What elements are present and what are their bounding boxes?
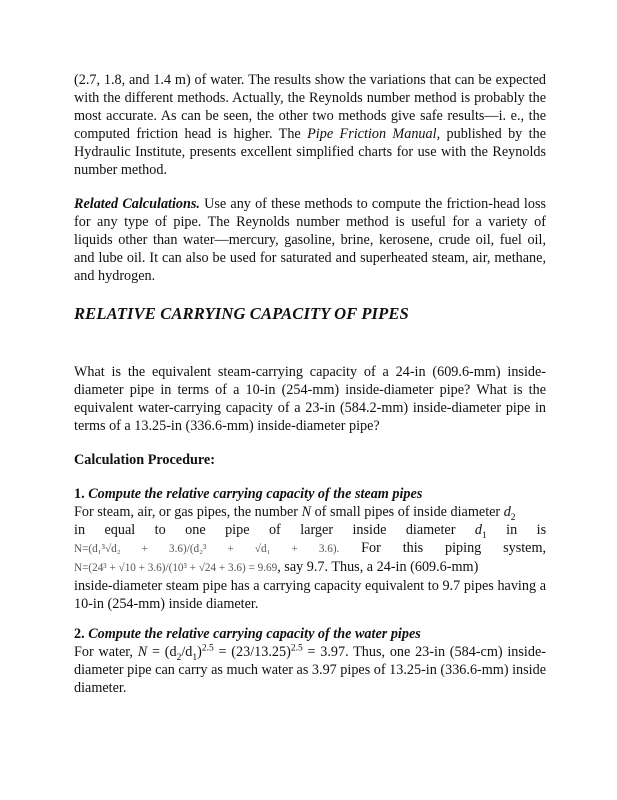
step2-text: = 3.97. Thus, one 23-in (584-cm) inside-diameter pipe can carry as much water as 3.97 pipes of 13.25-in (336.6-mm) inside diameter. bbox=[74, 644, 546, 696]
word: this bbox=[402, 540, 424, 556]
word: piping bbox=[445, 540, 482, 556]
section-title: RELATIVE CARRYING CAPACITY OF PIPES bbox=[74, 304, 409, 323]
sub-1: 1 bbox=[192, 652, 198, 663]
equation-general: N=(d₁³√d₂ + 3.6)/(d₂³ + √d₁ + 3.6). bbox=[74, 543, 340, 555]
word: larger bbox=[300, 522, 334, 538]
sub-2: 2 bbox=[510, 512, 516, 523]
step2-text: /d bbox=[181, 644, 193, 660]
step2-number: 2. bbox=[74, 626, 85, 642]
step1-line1-text: For steam, air, or gas pipes, the number bbox=[74, 504, 302, 520]
word: diameter bbox=[405, 522, 456, 538]
word: of bbox=[268, 522, 281, 538]
step2-text: = (23/13.25) bbox=[213, 644, 291, 660]
related-calculations-paragraph bbox=[74, 195, 546, 285]
intro-paragraph bbox=[74, 71, 546, 179]
word: pipe bbox=[225, 522, 250, 538]
document-page bbox=[74, 71, 546, 697]
related-calculations-label: Related Calculations. bbox=[74, 196, 200, 212]
var-d2: d bbox=[503, 504, 511, 520]
var-n: N bbox=[137, 644, 148, 660]
step1-line1-text2: of small pipes of inside diameter bbox=[311, 504, 504, 520]
step1-title: Compute the relative carrying capacity of the steam pipes bbox=[88, 486, 423, 502]
exponent: 2.5 bbox=[290, 643, 303, 654]
equation-numeric: N=(24³ + √10 + 3.6)/(10³ + √24 + 3.6) = 9.69 bbox=[74, 562, 278, 574]
step2-heading bbox=[74, 625, 546, 643]
pipe-friction-manual-title: Pipe Friction Manual bbox=[307, 126, 437, 142]
step2-body bbox=[74, 643, 546, 697]
word: inside bbox=[352, 522, 387, 538]
word: For bbox=[361, 540, 381, 556]
step2-text: = (d bbox=[147, 644, 177, 660]
problem-statement: What is the equivalent steam-carrying capacity of a 24-in (609.6-mm) inside-diameter pipe in terms of a 10-in (254-mm) inside-diameter pipe? What is the equivalent water-carrying capacity of a 23-in (584.2-mm) inside-diameter pipe in terms of a 13.25-in (336.6-mm) inside-diameter pipe? bbox=[74, 364, 546, 434]
step2-text: For water, bbox=[74, 644, 138, 660]
intro-text: (2.7, 1.8, and 1.4 m) of water. The results show the variations that can be expected with the different methods. Actually, the Reynolds number method is probably the most accurate. As can be seen, the other two methods give safe results—i. e., the computed friction head is higher. The bbox=[74, 72, 546, 142]
var-d1: d bbox=[474, 522, 482, 538]
step1-rest: inside-diameter steam pipe has a carrying capacity equivalent to 9.7 pipes having a 10-in (254-mm) inside diameter. bbox=[74, 578, 546, 612]
step2-title: Compute the relative carrying capacity of the water pipes bbox=[88, 626, 421, 642]
step1-line1 bbox=[74, 503, 546, 521]
sub-2: 2 bbox=[176, 652, 182, 663]
step1-line4-text: , say 9.7. Thus, a 24-in (609.6-mm) bbox=[277, 559, 479, 575]
step1-number: 1. bbox=[74, 486, 85, 502]
exponent: 2.5 bbox=[201, 643, 214, 654]
step1-line3 bbox=[74, 539, 546, 558]
step1-line2 bbox=[74, 521, 546, 539]
intro-text-end: , published by the Hydraulic Institute, presents excellent simplified charts for use with the Reynolds number method. bbox=[74, 126, 546, 178]
step2-text: ) bbox=[197, 644, 202, 660]
word: in is bbox=[506, 522, 547, 538]
word: to bbox=[154, 522, 166, 538]
step1-heading bbox=[74, 485, 546, 503]
sub-1: 1 bbox=[481, 530, 487, 541]
word: system, bbox=[503, 540, 547, 556]
word: equal bbox=[104, 522, 136, 538]
procedure-heading: Calculation Procedure: bbox=[74, 452, 215, 468]
step1-line4 bbox=[74, 558, 546, 577]
var-n: N bbox=[301, 504, 312, 520]
word: one bbox=[185, 522, 206, 538]
related-calculations-text: Use any of these methods to compute the friction-head loss for any type of pipe. The Reynolds number method is useful for a variety of liquids other than water—mercury, gasoline, brine, kerosene, crude oil, fuel oil, and lube oil. It can also be used for saturated and superheated steam, air, methane, and hydrogen. bbox=[74, 196, 546, 284]
word: in bbox=[74, 522, 86, 538]
